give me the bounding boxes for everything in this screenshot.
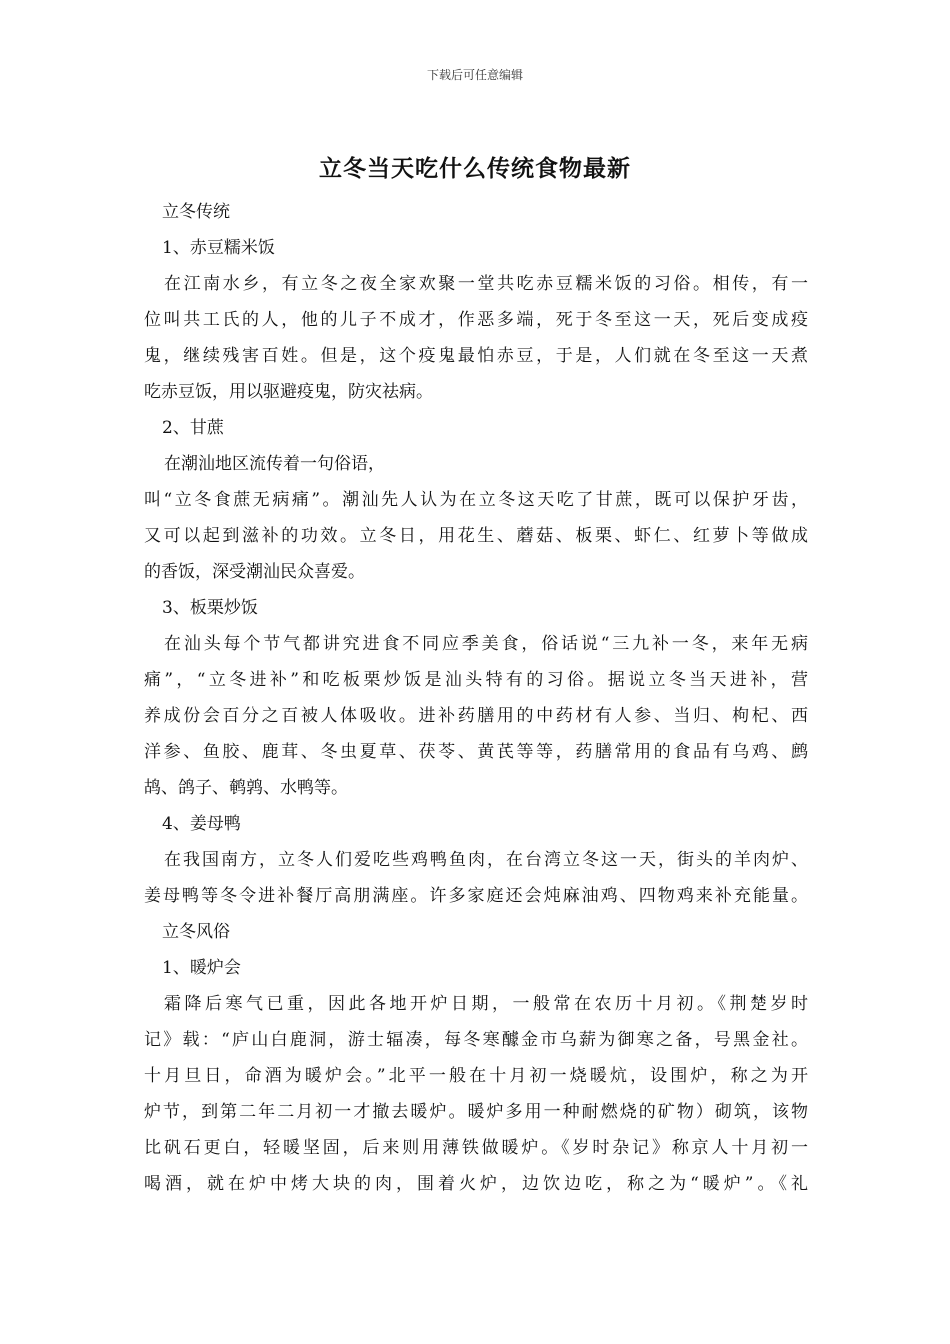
paragraph-line: 鬼，继续残害百姓。但是，这个疫鬼最怕赤豆，于是，人们就在冬至这一天煮 <box>144 346 808 366</box>
item-heading: 4、姜母鸭 <box>162 814 241 834</box>
paragraph-line: 在汕头每个节气都讲究进食不同应季美食，俗话说“三九补一冬，来年无病 <box>164 634 808 654</box>
item-heading: 1、赤豆糯米饭 <box>162 238 275 258</box>
item-heading: 1、暖炉会 <box>162 958 241 978</box>
paragraph-line: 叫“立冬食蔗无病痛”。潮汕先人认为在立冬这天吃了甘蔗，既可以保护牙齿， <box>144 490 808 510</box>
paragraph-line: 在潮汕地区流传着一句俗语， <box>164 454 385 474</box>
paragraph-line: 十月旦日，命酒为暖炉会。”北平一般在十月初一烧暖炕，设围炉，称之为开 <box>144 1066 808 1086</box>
paragraph-line: 霜降后寒气已重，因此各地开炉日期，一般常在农历十月初。《荆楚岁时 <box>164 994 808 1014</box>
paragraph-line: 的香饭，深受潮汕民众喜爱。 <box>144 562 365 582</box>
document-title: 立冬当天吃什么传统食物最新 <box>319 155 631 182</box>
paragraph-line: 炉节，到第二年二月初一才撤去暖炉。暖炉多用一种耐燃烧的矿物）砌筑，该物 <box>144 1102 808 1122</box>
paragraph-line: 吃赤豆饭，用以驱避疫鬼，防灾祛病。 <box>144 382 433 402</box>
paragraph-line: 痛”，“立冬进补”和吃板栗炒饭是汕头特有的习俗。据说立冬当天进补，营 <box>144 670 808 690</box>
section-heading: 立冬传统 <box>162 202 230 222</box>
paragraph-line: 又可以起到滋补的功效。立冬日，用花生、蘑菇、板栗、虾仁、红萝卜等做成 <box>144 526 808 546</box>
paragraph-line: 在我国南方，立冬人们爱吃些鸡鸭鱼肉，在台湾立冬这一天，街头的羊肉炉、 <box>164 850 808 870</box>
paragraph-line: 在江南水乡，有立冬之夜全家欢聚一堂共吃赤豆糯米饭的习俗。相传，有一 <box>164 274 808 294</box>
document-body <box>144 194 808 1202</box>
item-heading: 3、板栗炒饭 <box>162 598 258 618</box>
section-heading: 立冬风俗 <box>162 922 230 942</box>
paragraph-line: 喝酒，就在炉中烤大块的肉，围着火炉，边饮边吃，称之为“暖炉”。《礼 <box>144 1174 808 1194</box>
item-heading: 2、甘蔗 <box>162 418 224 438</box>
paragraph-line: 鸪、鸽子、鹌鹑、水鸭等。 <box>144 778 348 798</box>
paragraph-line: 姜母鸭等冬令进补餐厅高朋满座。许多家庭还会炖麻油鸡、四物鸡来补充能量。 <box>144 886 808 906</box>
paragraph-line: 比矾石更白，轻暖坚固，后来则用薄铁做暖炉。《岁时杂记》称京人十月初一 <box>144 1138 808 1158</box>
paragraph-line: 洋参、鱼胶、鹿茸、冬虫夏草、茯苓、黄芪等等，药膳常用的食品有乌鸡、鹧 <box>144 742 808 762</box>
paragraph-line: 位叫共工氏的人，他的儿子不成才，作恶多端，死于冬至这一天，死后变成疫 <box>144 310 808 330</box>
paragraph-line: 记》载：“庐山白鹿洞，游士辐凑，每冬寒醵金市乌薪为御寒之备，号黑金社。 <box>144 1030 808 1050</box>
header-note: 下载后可任意编辑 <box>426 68 523 82</box>
paragraph-line: 养成份会百分之百被人体吸收。进补药膳用的中药材有人参、当归、枸杞、西 <box>144 706 808 726</box>
